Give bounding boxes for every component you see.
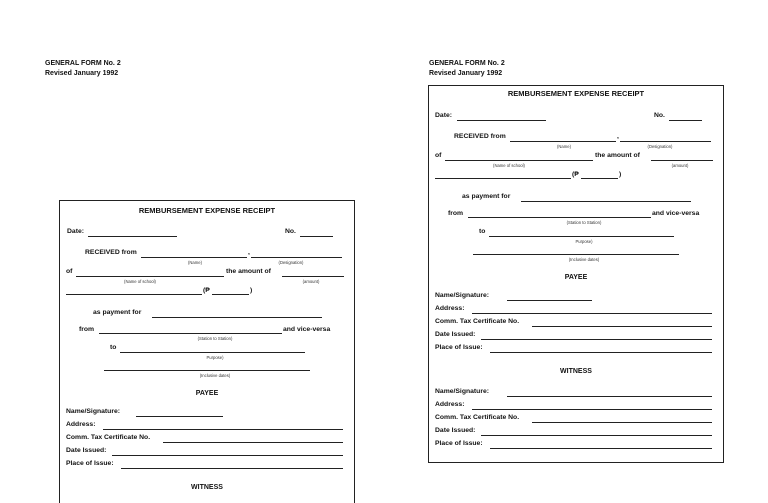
purpose-caption: Purpose)	[206, 355, 224, 360]
designation-field[interactable]	[620, 141, 711, 142]
no-field[interactable]	[669, 120, 702, 121]
from-label: from	[448, 210, 464, 217]
comma: ,	[248, 249, 250, 256]
witness-place-label: Place of Issue:	[435, 440, 483, 447]
school-field[interactable]	[445, 160, 593, 161]
amount-words-field[interactable]	[435, 178, 571, 179]
payee-place-label: Place of Issue:	[66, 460, 114, 467]
vice-versa-label: and vice-versa	[283, 326, 331, 333]
payee-date-issued-label: Date Issued:	[435, 331, 476, 338]
form-revised: Revised January 1992	[429, 70, 503, 77]
payee-ctc-field[interactable]	[163, 442, 343, 443]
name-field[interactable]	[510, 141, 616, 142]
designation-field[interactable]	[251, 257, 342, 258]
purpose-caption: Purpose)	[575, 239, 593, 244]
witness-date-issued-field[interactable]	[481, 435, 712, 436]
no-label: No.	[654, 112, 665, 119]
payee-address-label: Address:	[66, 421, 96, 428]
dates-field[interactable]	[104, 370, 310, 371]
station-caption: (Station to Station)	[197, 336, 233, 341]
date-field[interactable]	[88, 236, 177, 237]
amount-of-label: the amount of	[226, 268, 271, 275]
payee-date-issued-field[interactable]	[112, 455, 343, 456]
vice-versa-label: and vice-versa	[652, 210, 700, 217]
amount-of-label: the amount of	[595, 152, 640, 159]
name-caption: (Name)	[188, 260, 202, 265]
dates-field[interactable]	[473, 254, 679, 255]
peso-open: (₱	[203, 287, 210, 294]
amount-field[interactable]	[282, 276, 344, 277]
payment-for-label: as payment for	[93, 309, 142, 316]
witness-heading: WITNESS	[560, 368, 592, 375]
dates-caption: (Inclusive dates)	[199, 373, 231, 378]
witness-place-field[interactable]	[490, 448, 712, 449]
payee-name-field[interactable]	[507, 300, 592, 301]
no-field[interactable]	[300, 236, 333, 237]
peso-close: )	[619, 171, 622, 178]
peso-amount-field[interactable]	[212, 294, 249, 295]
payee-address-field[interactable]	[103, 429, 343, 430]
payee-ctc-field[interactable]	[532, 326, 712, 327]
received-from-label: RECEIVED from	[85, 249, 137, 256]
witness-address-field[interactable]	[472, 409, 712, 410]
payee-heading: PAYEE	[195, 390, 219, 397]
received-from-label: RECEIVED from	[454, 133, 506, 140]
date-label: Date:	[435, 112, 452, 119]
payee-address-field[interactable]	[472, 313, 712, 314]
comma: ,	[617, 133, 619, 140]
amount-caption: (amount)	[671, 163, 689, 168]
witness-ctc-label: Comm. Tax Certificate No.	[435, 414, 520, 421]
payee-address-label: Address:	[435, 305, 465, 312]
dates-caption: (Inclusive dates)	[568, 257, 600, 262]
witness-ctc-field[interactable]	[532, 422, 712, 423]
payee-name-label: Name/Signature:	[66, 408, 121, 415]
peso-close: )	[250, 287, 253, 294]
payee-name-label: Name/Signature:	[435, 292, 490, 299]
school-field[interactable]	[76, 276, 224, 277]
payment-for-field[interactable]	[152, 317, 322, 318]
receipt-form-right	[428, 85, 724, 463]
of-label: of	[66, 268, 73, 275]
payee-date-issued-label: Date Issued:	[66, 447, 107, 454]
receipt-form-left	[59, 200, 355, 503]
payee-name-field[interactable]	[136, 416, 223, 417]
purpose-field[interactable]	[120, 352, 305, 353]
to-label: to	[110, 344, 117, 351]
payee-place-field[interactable]	[121, 468, 343, 469]
date-field[interactable]	[457, 120, 546, 121]
school-caption: (Name of school)	[124, 279, 156, 284]
no-label: No.	[285, 228, 296, 235]
receipt-title: REMBURSEMENT EXPENSE RECEIPT	[507, 89, 645, 98]
of-label: of	[435, 152, 442, 159]
form-revised: Revised January 1992	[45, 70, 119, 77]
amount-words-field[interactable]	[66, 294, 202, 295]
payment-for-field[interactable]	[521, 201, 691, 202]
payee-ctc-label: Comm. Tax Certificate No.	[66, 434, 151, 441]
station-field[interactable]	[99, 333, 282, 334]
payee-heading: PAYEE	[564, 274, 588, 281]
peso-open: (₱	[572, 171, 579, 178]
station-field[interactable]	[468, 217, 651, 218]
amount-caption: (amount)	[302, 279, 320, 284]
witness-address-label: Address:	[435, 401, 465, 408]
designation-caption: (Designation)	[278, 260, 304, 265]
name-field[interactable]	[141, 257, 247, 258]
amount-field[interactable]	[651, 160, 713, 161]
witness-name-field[interactable]	[507, 396, 712, 397]
form-number: GENERAL FORM No. 2	[429, 60, 505, 67]
peso-amount-field[interactable]	[581, 178, 618, 179]
payment-for-label: as payment for	[462, 193, 511, 200]
name-caption: (Name)	[557, 144, 571, 149]
to-label: to	[479, 228, 486, 235]
form-header-right	[429, 59, 505, 79]
school-caption: (Name of school)	[493, 163, 525, 168]
receipt-title: REMBURSEMENT EXPENSE RECEIPT	[138, 206, 276, 215]
payee-ctc-label: Comm. Tax Certificate No.	[435, 318, 520, 325]
designation-caption: (Designation)	[647, 144, 673, 149]
payee-place-label: Place of Issue:	[435, 344, 483, 351]
form-number: GENERAL FORM No. 2	[45, 60, 121, 67]
station-caption: (Station to Station)	[566, 220, 602, 225]
witness-name-label: Name/Signature:	[435, 388, 490, 395]
witness-heading: WITNESS	[191, 484, 223, 491]
payee-place-field[interactable]	[490, 352, 712, 353]
purpose-field[interactable]	[489, 236, 674, 237]
from-label: from	[79, 326, 95, 333]
payee-date-issued-field[interactable]	[481, 339, 712, 340]
witness-date-issued-label: Date Issued:	[435, 427, 476, 434]
date-label: Date:	[67, 228, 84, 235]
form-header-left	[45, 59, 121, 79]
